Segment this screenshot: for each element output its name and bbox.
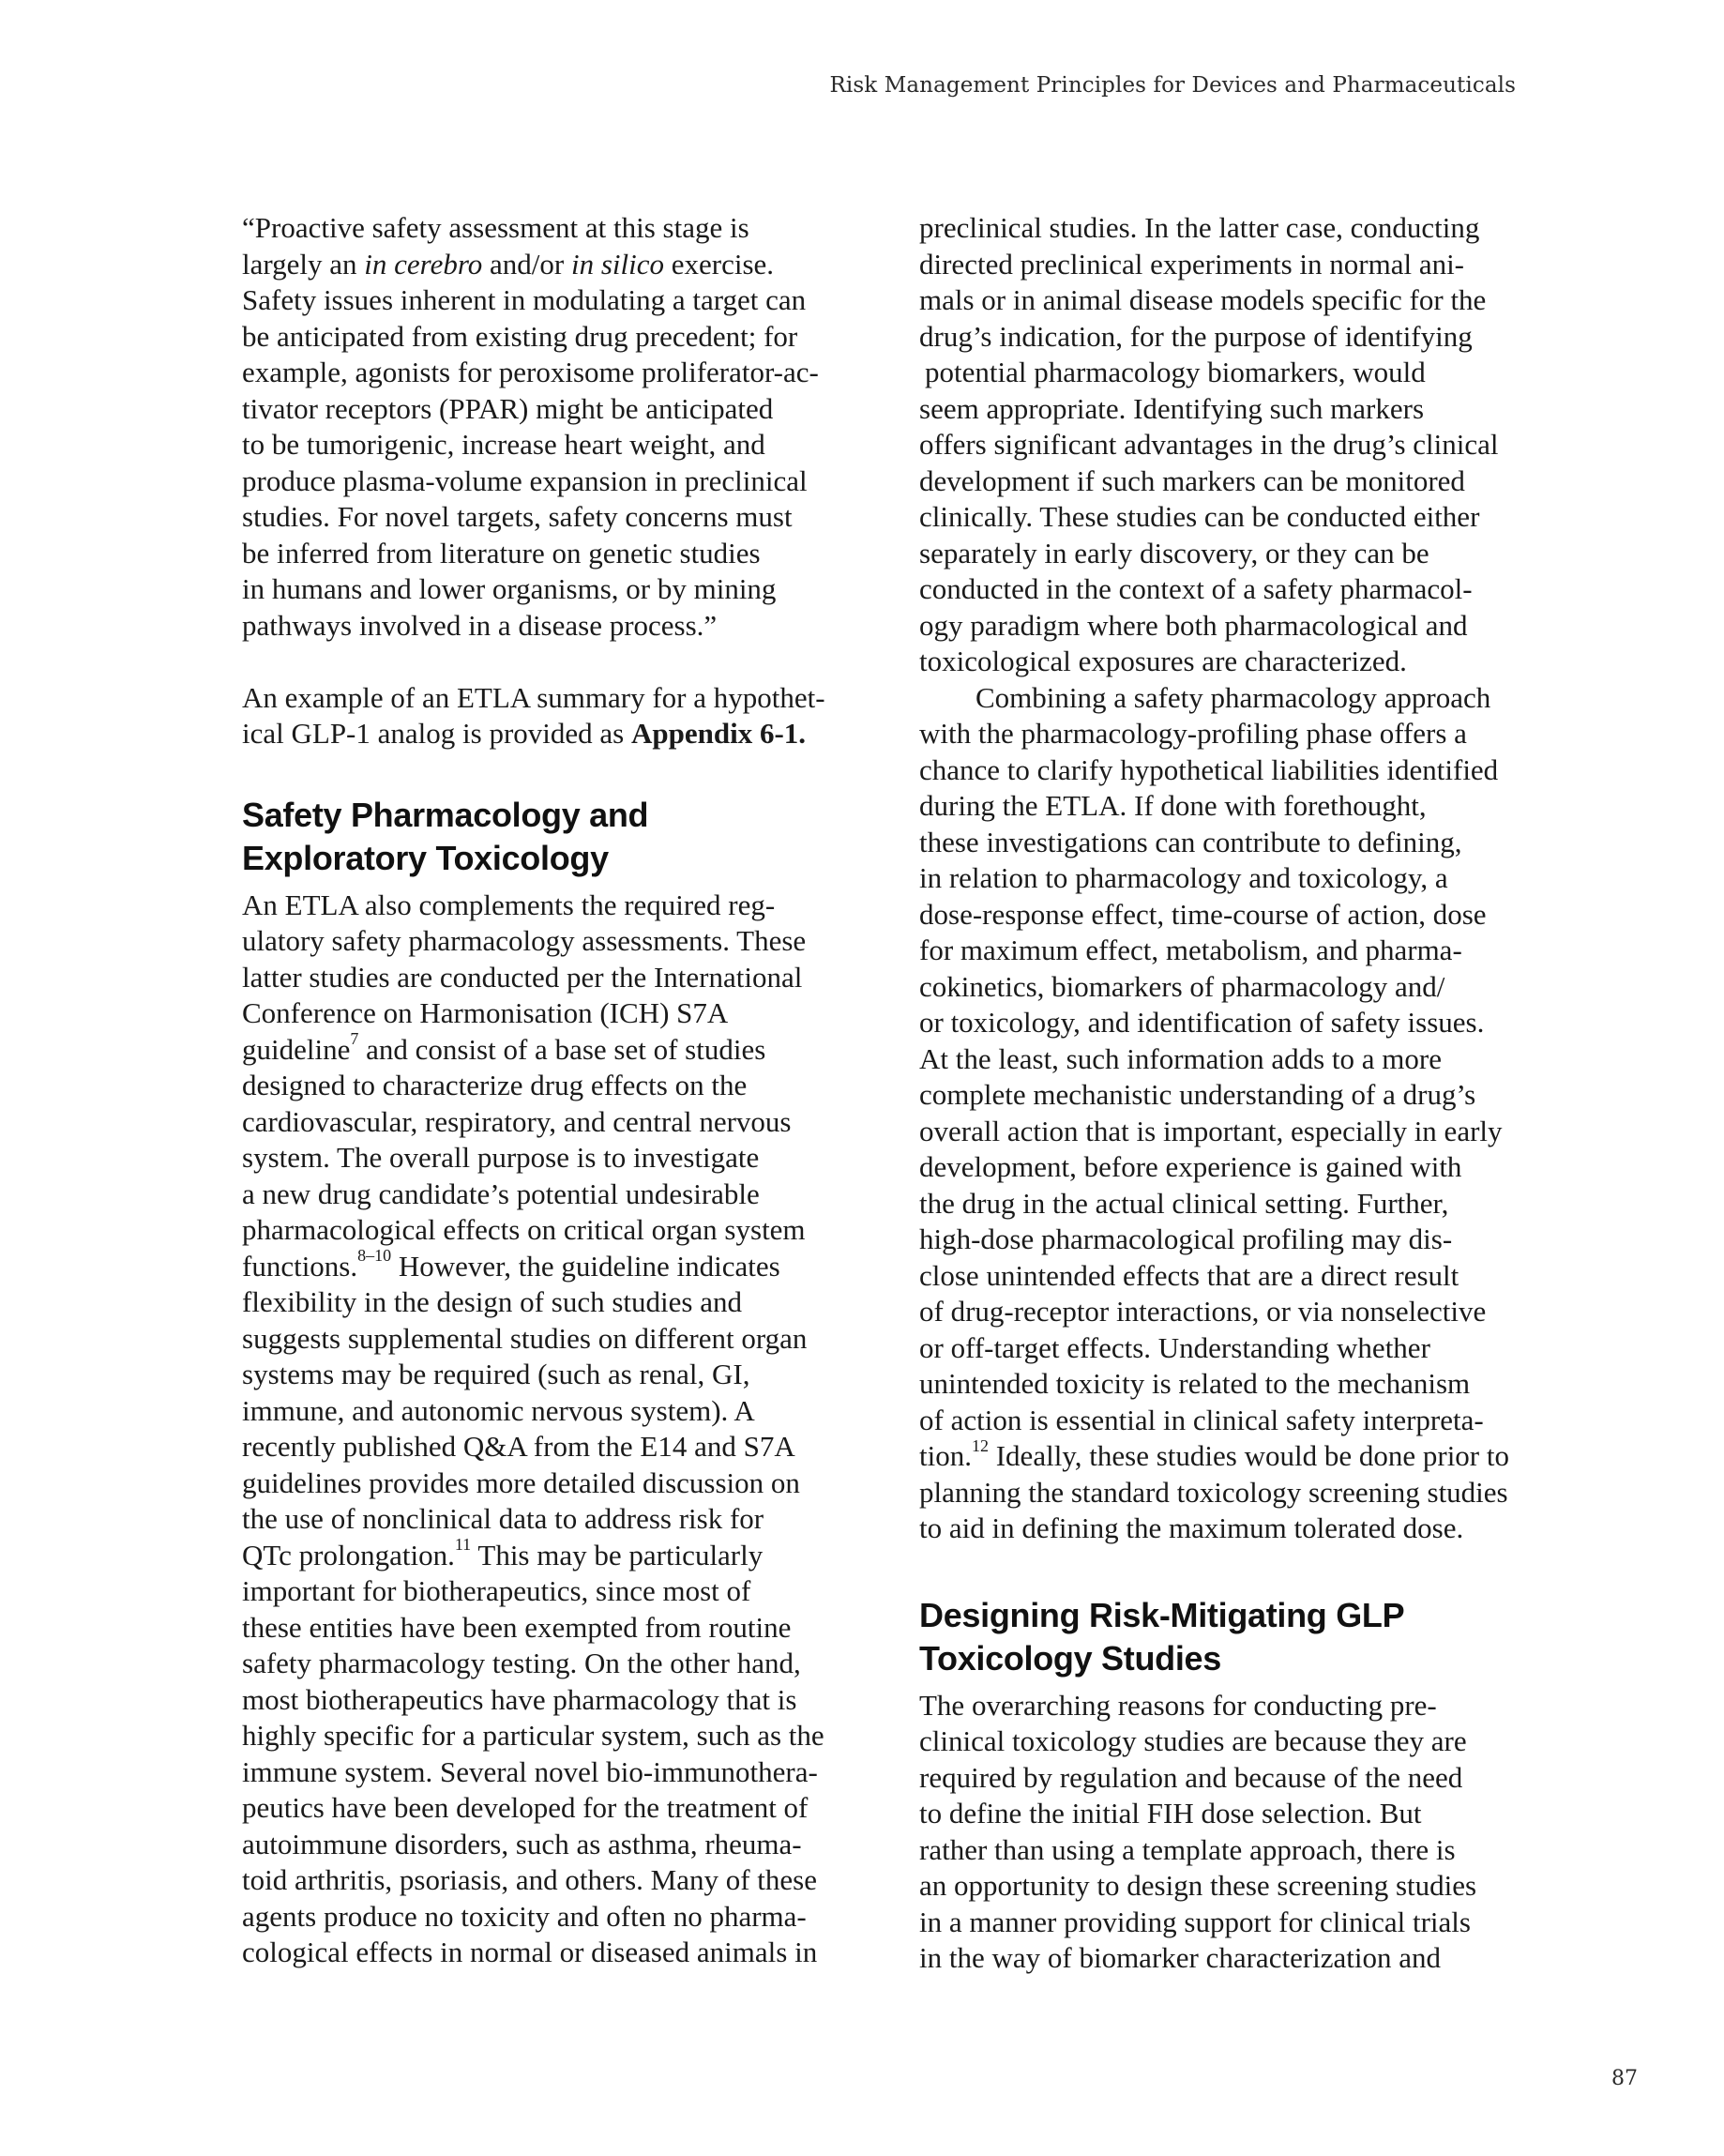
text-run: Ideally, these studies would be done prior to bbox=[988, 1439, 1509, 1472]
text-line bbox=[242, 1535, 852, 1574]
text-line: seem appropriate. Identifying such markers bbox=[919, 391, 1425, 425]
text-line: Combining a safety pharmacology approach bbox=[975, 680, 1491, 714]
body-paragraph bbox=[919, 680, 1529, 1547]
text-line: Safety issues inherent in modulating a target can bbox=[242, 283, 807, 316]
text-line: safety pharmacology testing. On the other hand, bbox=[242, 1647, 801, 1679]
text-line: these investigations can contribute to defining, bbox=[919, 825, 1462, 858]
text-line: with the pharmacology-profiling phase offers a bbox=[919, 717, 1467, 750]
italic-term: in silico bbox=[570, 247, 664, 281]
text-line: chance to clarify hypothetical liabilities identified bbox=[919, 752, 1499, 786]
text-line: directed preclinical experiments in normal ani- bbox=[919, 247, 1465, 281]
text-line: ulatory safety pharmacology assessments. These bbox=[242, 924, 807, 957]
text-line: rather than using a template approach, there is bbox=[919, 1832, 1456, 1866]
text-line: flexibility in the design of such studies and bbox=[242, 1285, 742, 1318]
text-line: ogy paradigm where both pharmacological and bbox=[919, 608, 1468, 642]
text-line: most biotherapeutics have pharmacology that is bbox=[242, 1682, 797, 1716]
section-heading bbox=[919, 1594, 1529, 1680]
text-line: of action is essential in clinical safety interpreta- bbox=[919, 1403, 1484, 1436]
heading-line: Safety Pharmacology and bbox=[242, 795, 649, 834]
text-line: of drug-receptor interactions, or via nonselective bbox=[919, 1295, 1487, 1328]
text-line: tivator receptors (PPAR) might be anticipated bbox=[242, 391, 774, 425]
text-line: immune, and autonomic nervous system). A bbox=[242, 1393, 755, 1427]
text-line: autoimmune disorders, such as asthma, rheuma- bbox=[242, 1827, 802, 1860]
heading-line: Designing Risk-Mitigating GLP bbox=[919, 1595, 1405, 1634]
text-line: cardiovascular, respiratory, and central nervous bbox=[242, 1104, 792, 1138]
text-line: complete mechanistic understanding of a drug’s bbox=[919, 1078, 1476, 1111]
text-line: a new drug candidate’s potential undesirable bbox=[242, 1177, 760, 1210]
text-line: Conference on Harmonisation (ICH) S7A bbox=[242, 996, 729, 1029]
text-line bbox=[242, 716, 852, 752]
text-line: An example of an ETLA summary for a hypothet- bbox=[242, 680, 825, 714]
italic-term: in cerebro bbox=[364, 247, 483, 281]
text-line: recently published Q&A from the E14 and S7A bbox=[242, 1430, 795, 1463]
text-line: overall action that is important, especially in early bbox=[919, 1114, 1503, 1147]
text-line: cokinetics, biomarkers of pharmacology and/ bbox=[919, 969, 1445, 1003]
text-line: suggests supplemental studies on different organ bbox=[242, 1321, 808, 1355]
text-run: This may be particularly bbox=[471, 1538, 764, 1571]
text-line: “Proactive safety assessment at this stage is bbox=[242, 211, 749, 244]
text-line: system. The overall purpose is to investigate bbox=[242, 1141, 760, 1174]
text-line: peutics have been developed for the treatment of bbox=[242, 1791, 809, 1824]
text-run: exercise. bbox=[663, 247, 775, 281]
text-run: functions. bbox=[242, 1249, 358, 1283]
text-line: highly specific for a particular system, such as the bbox=[242, 1719, 824, 1752]
text-line: clinical toxicology studies are because they are bbox=[919, 1724, 1467, 1757]
text-line: during the ETLA. If done with forethought, bbox=[919, 789, 1427, 822]
text-line: or off-target effects. Understanding whether bbox=[919, 1330, 1430, 1364]
text-line: designed to characterize drug effects on the bbox=[242, 1069, 748, 1101]
text-run: guideline bbox=[242, 1032, 351, 1066]
text-line: The overarching reasons for conducting pre- bbox=[919, 1688, 1437, 1722]
body-paragraph bbox=[242, 888, 852, 1971]
text-run: QTc prolongation. bbox=[242, 1538, 455, 1571]
text-line bbox=[242, 1029, 852, 1069]
text-run: However, the guideline indicates bbox=[391, 1249, 780, 1283]
section-gap bbox=[242, 752, 852, 794]
text-line: studies. For novel targets, safety concerns must bbox=[242, 500, 793, 533]
text-line: the use of nonclinical data to address risk for bbox=[242, 1502, 764, 1535]
appendix-reference: Appendix 6-1. bbox=[630, 717, 807, 750]
citation-superscript: 8–10 bbox=[357, 1246, 392, 1266]
citation-superscript: 7 bbox=[350, 1029, 359, 1049]
text-line: unintended toxicity is related to the mechanism bbox=[919, 1367, 1471, 1400]
text-line: in a manner providing support for clinical trials bbox=[919, 1905, 1471, 1938]
text-run: largely an bbox=[242, 247, 365, 281]
text-line: an opportunity to design these screening studies bbox=[919, 1869, 1477, 1902]
heading-gap bbox=[242, 880, 852, 888]
text-line: close unintended effects that are a direct result bbox=[919, 1258, 1459, 1292]
text-line bbox=[242, 1246, 852, 1285]
page-number: 87 bbox=[1611, 2067, 1638, 2090]
text-line: in relation to pharmacology and toxicology, a bbox=[919, 861, 1448, 894]
text-line: An ETLA also complements the required reg- bbox=[242, 888, 776, 921]
text-line: pharmacological effects on critical organ system bbox=[242, 1213, 806, 1246]
text-line bbox=[919, 1435, 1529, 1475]
text-line: At the least, such information adds to a more bbox=[919, 1041, 1443, 1075]
text-line: required by regulation and because of the need bbox=[919, 1760, 1463, 1794]
text-line: guidelines provides more detailed discussion on bbox=[242, 1465, 800, 1499]
text-run: tion. bbox=[919, 1439, 972, 1472]
text-line: produce plasma-volume expansion in preclinical bbox=[242, 463, 808, 497]
text-line: latter studies are conducted per the International bbox=[242, 960, 803, 994]
text-line: drug’s indication, for the purpose of identifying bbox=[919, 319, 1473, 353]
text-line: important for biotherapeutics, since most of bbox=[242, 1574, 751, 1607]
text-line: systems may be required (such as renal, GI, bbox=[242, 1358, 750, 1390]
text-line: pathways involved in a disease process.” bbox=[242, 608, 718, 642]
section-heading bbox=[242, 794, 852, 880]
paragraph-gap bbox=[242, 644, 852, 680]
text-run: ical GLP-1 analog is provided as bbox=[242, 717, 631, 750]
text-line: these entities have been exempted from routine bbox=[242, 1610, 792, 1644]
text-line: toxicological exposures are characterized. bbox=[919, 645, 1407, 677]
appendix-paragraph bbox=[242, 680, 852, 752]
heading-line: Toxicology Studies bbox=[919, 1638, 1221, 1678]
text-line: clinically. These studies can be conducted either bbox=[919, 500, 1480, 533]
text-line: be anticipated from existing drug precedent; for bbox=[242, 319, 798, 353]
text-line: for maximum effect, metabolism, and pharma- bbox=[919, 934, 1462, 966]
heading-line: Exploratory Toxicology bbox=[242, 838, 609, 877]
citation-superscript: 11 bbox=[454, 1535, 472, 1555]
text-line: example, agonists for peroxisome proliferator-ac- bbox=[242, 356, 819, 388]
text-line: mals or in animal disease models specific for the bbox=[919, 283, 1487, 316]
text-line: conducted in the context of a safety pharmacol- bbox=[919, 572, 1473, 605]
text-line: in humans and lower organisms, or by mining bbox=[242, 572, 777, 605]
text-line: dose-response effect, time-course of action, dose bbox=[919, 897, 1487, 931]
text-line: to define the initial FIH dose selection. But bbox=[919, 1797, 1422, 1830]
text-line: agents produce no toxicity and often no pharma- bbox=[242, 1899, 807, 1933]
quote-block bbox=[242, 210, 852, 644]
section-gap bbox=[919, 1547, 1529, 1594]
text-line: high-dose pharmacological profiling may dis- bbox=[919, 1222, 1453, 1255]
text-line: or toxicology, and identification of safety issues. bbox=[919, 1006, 1485, 1039]
right-column bbox=[919, 210, 1529, 1977]
text-line: potential pharmacology biomarkers, would bbox=[925, 356, 1426, 388]
text-line: to aid in defining the maximum tolerated dose. bbox=[919, 1511, 1464, 1544]
text-line: be inferred from literature on genetic studies bbox=[242, 536, 761, 569]
text-line: toid arthritis, psoriasis, and others. Many of these bbox=[242, 1863, 818, 1896]
citation-superscript: 12 bbox=[971, 1435, 989, 1455]
text-line: immune system. Several novel bio-immunothera- bbox=[242, 1754, 818, 1788]
text-run: and/or bbox=[482, 247, 571, 281]
text-line: development, before experience is gained with bbox=[919, 1150, 1462, 1183]
heading-gap bbox=[919, 1680, 1529, 1688]
text-line: planning the standard toxicology screening studies bbox=[919, 1475, 1508, 1509]
body-paragraph bbox=[919, 1688, 1529, 1977]
text-line: development if such markers can be monitored bbox=[919, 463, 1465, 497]
running-header: Risk Management Principles for Devices and Pharmaceuticals bbox=[829, 73, 1516, 98]
text-line: to be tumorigenic, increase heart weight, and bbox=[242, 428, 765, 461]
text-line: cological effects in normal or diseased animals in bbox=[242, 1936, 818, 1968]
text-run: and consist of a base set of studies bbox=[358, 1032, 766, 1066]
text-line: in the way of biomarker characterization and bbox=[919, 1941, 1442, 1974]
text-line bbox=[242, 247, 852, 283]
text-line: separately in early discovery, or they can be bbox=[919, 536, 1429, 569]
left-column bbox=[242, 210, 852, 1971]
body-paragraph bbox=[919, 210, 1529, 680]
text-line: preclinical studies. In the latter case, conducting bbox=[919, 211, 1480, 244]
text-line: the drug in the actual clinical setting. Further, bbox=[919, 1186, 1449, 1220]
text-line: offers significant advantages in the drug’s clinical bbox=[919, 428, 1499, 461]
